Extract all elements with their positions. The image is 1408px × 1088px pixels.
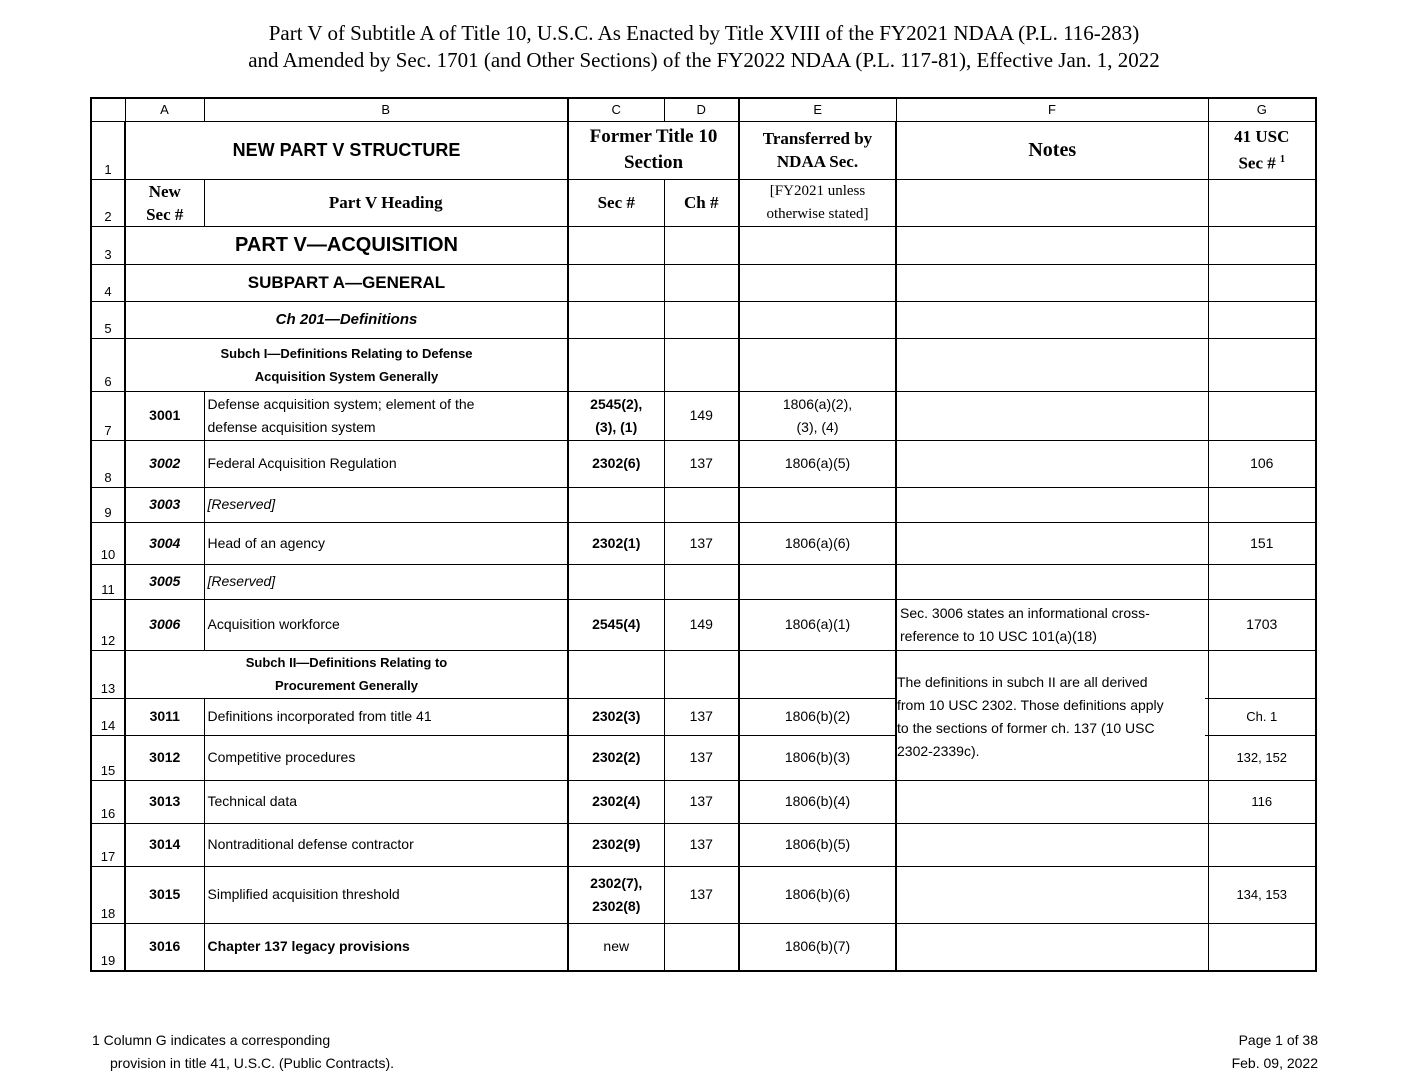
former-section: 2302(4) — [568, 780, 664, 823]
row-number: 3 — [91, 226, 125, 264]
part-v-heading-label: Part V Heading — [204, 179, 568, 226]
column-letter-f: F — [896, 98, 1208, 121]
empty-cell — [1208, 179, 1316, 226]
sec-number-heading: Sec # — [568, 179, 664, 226]
row-number: 19 — [91, 923, 125, 971]
empty-cell — [1208, 264, 1316, 301]
column-letter-d: D — [664, 98, 739, 121]
ch-number-heading: Ch # — [664, 179, 739, 226]
section-heading: [Reserved] — [204, 564, 568, 599]
new-section-number: 3013 — [125, 780, 204, 823]
former-chapter — [664, 487, 739, 522]
footnote-line2: provision in title 41, U.S.C. (Public Contracts). — [110, 1055, 394, 1071]
empty-cell — [1208, 301, 1316, 338]
table-row — [91, 923, 1316, 971]
section-heading: Head of an agency — [204, 522, 568, 564]
table-row — [91, 564, 1316, 599]
document-title-line2: and Amended by Sec. 1701 (and Other Sections) of the FY2022 NDAA (P.L. 117-81), Effective Jan. 1, 2022 — [248, 48, 1160, 72]
table-row — [91, 866, 1316, 923]
notes-cell — [896, 780, 1208, 823]
notes-cell — [896, 440, 1208, 487]
empty-cell — [739, 301, 896, 338]
table-row — [91, 440, 1316, 487]
ndaa-section: 1806(b)(6) — [739, 866, 896, 923]
table-row — [91, 487, 1316, 522]
former-chapter: 137 — [664, 735, 739, 780]
usc-41-cell — [1208, 823, 1316, 866]
former-section: 2545(4) — [568, 599, 664, 650]
usc-41-cell: Ch. 1 — [1208, 698, 1316, 735]
empty-cell — [739, 650, 896, 698]
notes-cell — [896, 923, 1208, 971]
usc-41-cell: 134, 153 — [1208, 866, 1316, 923]
corner-cell — [91, 98, 125, 121]
table-row — [91, 391, 1316, 440]
row-number: 9 — [91, 487, 125, 522]
empty-cell — [664, 226, 739, 264]
section-heading: Competitive procedures — [204, 735, 568, 780]
ndaa-section: 1806(b)(2) — [739, 698, 896, 735]
column-letter-g: G — [1208, 98, 1316, 121]
subchapter-heading: Subch II—Definitions Relating to Procurement Generally — [125, 650, 568, 698]
row-number: 6 — [91, 338, 125, 391]
part-v-row — [91, 226, 1316, 264]
section-heading: Simplified acquisition threshold — [204, 866, 568, 923]
row-number: 16 — [91, 780, 125, 823]
usc-41-cell: 116 — [1208, 780, 1316, 823]
section-heading: Chapter 137 legacy provisions — [204, 923, 568, 971]
subpart-heading: SUBPART A—GENERAL — [125, 264, 568, 301]
subchapter-i-row — [91, 338, 1316, 391]
header-row-1 — [91, 121, 1316, 179]
former-section: 2302(3) — [568, 698, 664, 735]
page-number: Page 1 of 38 — [1238, 1032, 1318, 1048]
empty-cell — [896, 179, 1208, 226]
new-part-v-structure-heading: NEW PART V STRUCTURE — [125, 121, 568, 179]
row-number: 5 — [91, 301, 125, 338]
new-section-number: 3012 — [125, 735, 204, 780]
empty-cell — [896, 226, 1208, 264]
row-number: 11 — [91, 564, 125, 599]
row-number: 13 — [91, 650, 125, 698]
subpart-a-row — [91, 264, 1316, 301]
new-section-number: 3001 — [125, 391, 204, 440]
table-row — [91, 522, 1316, 564]
table-row — [91, 599, 1316, 650]
ndaa-section: 1806(b)(7) — [739, 923, 896, 971]
section-heading: Defense acquisition system; element of the defense acquisition system — [204, 391, 568, 440]
empty-cell — [664, 338, 739, 391]
chapter-201-row — [91, 301, 1316, 338]
row-number: 7 — [91, 391, 125, 440]
former-section: 2545(2), (3), (1) — [568, 391, 664, 440]
former-section — [568, 487, 664, 522]
empty-cell — [739, 226, 896, 264]
former-chapter: 137 — [664, 440, 739, 487]
empty-cell — [739, 264, 896, 301]
former-section: 2302(9) — [568, 823, 664, 866]
empty-cell — [896, 338, 1208, 391]
header-row-2 — [91, 179, 1316, 226]
former-chapter — [664, 564, 739, 599]
usc-41-cell — [1208, 487, 1316, 522]
new-section-number: 3015 — [125, 866, 204, 923]
new-section-number: 3011 — [125, 698, 204, 735]
column-letter-c: C — [568, 98, 664, 121]
section-heading: Definitions incorporated from title 41 — [204, 698, 568, 735]
usc-41-cell: 132, 152 — [1208, 735, 1316, 780]
empty-cell — [1208, 338, 1316, 391]
notes-cell — [896, 564, 1208, 599]
former-chapter: 137 — [664, 522, 739, 564]
empty-cell — [568, 226, 664, 264]
table-row — [91, 823, 1316, 866]
section-heading: Federal Acquisition Regulation — [204, 440, 568, 487]
notes-heading: Notes — [896, 121, 1208, 179]
part-v-structure-table — [90, 97, 1317, 972]
column-letter-row — [91, 98, 1316, 121]
empty-cell — [568, 264, 664, 301]
former-section: 2302(1) — [568, 522, 664, 564]
empty-cell — [896, 264, 1208, 301]
former-section — [568, 564, 664, 599]
empty-cell — [896, 301, 1208, 338]
row-number: 4 — [91, 264, 125, 301]
subchapter-ii-notes: The definitions in subch II are all derived from 10 USC 2302. Those definitions apply to the sections of former ch. 137 (10 USC 2302-2339c). — [897, 670, 1205, 763]
former-chapter: 137 — [664, 823, 739, 866]
section-heading: Nontraditional defense contractor — [204, 823, 568, 866]
ndaa-section: 1806(a)(1) — [739, 599, 896, 650]
usc-41-cell — [1208, 391, 1316, 440]
row-number: 15 — [91, 735, 125, 780]
41-usc-heading: 41 USC Sec # $^1$ — [1208, 121, 1316, 179]
ndaa-section: 1806(a)(6) — [739, 522, 896, 564]
empty-cell — [664, 264, 739, 301]
table-row — [91, 780, 1316, 823]
ndaa-section: 1806(a)(5) — [739, 440, 896, 487]
row-number: 14 — [91, 698, 125, 735]
new-section-number: 3014 — [125, 823, 204, 866]
notes-cell: Sec. 3006 states an informational cross- reference to 10 USC 101(a)(18) — [896, 599, 1208, 650]
fy2021-note-heading: [FY2021 unless otherwise stated] — [739, 179, 896, 226]
empty-cell — [739, 338, 896, 391]
former-section: 2302(6) — [568, 440, 664, 487]
ndaa-section — [739, 487, 896, 522]
row-number: 1 — [91, 121, 125, 179]
column-letter-e: E — [739, 98, 896, 121]
row-number: 2 — [91, 179, 125, 226]
ndaa-section: 1806(b)(4) — [739, 780, 896, 823]
former-chapter: 137 — [664, 780, 739, 823]
empty-cell — [1208, 650, 1316, 698]
new-section-number: 3004 — [125, 522, 204, 564]
row-number: 10 — [91, 522, 125, 564]
notes-cell — [896, 487, 1208, 522]
notes-cell — [896, 866, 1208, 923]
column-letter-a: A — [125, 98, 204, 121]
section-heading: [Reserved] — [204, 487, 568, 522]
row-number: 18 — [91, 866, 125, 923]
empty-cell — [568, 301, 664, 338]
ndaa-section: 1806(b)(5) — [739, 823, 896, 866]
former-chapter: 149 — [664, 391, 739, 440]
usc-41-cell — [1208, 564, 1316, 599]
empty-cell — [568, 338, 664, 391]
document-title-line1: Part V of Subtitle A of Title 10, U.S.C. As Enacted by Title XVIII of the FY2021 NDAA (P.L. 116-283) — [268, 21, 1140, 45]
former-chapter: 137 — [664, 866, 739, 923]
section-heading: Technical data — [204, 780, 568, 823]
subchapter-heading: Subch I—Definitions Relating to Defense Acquisition System Generally — [125, 338, 568, 391]
ndaa-section: 1806(b)(3) — [739, 735, 896, 780]
row-number: 12 — [91, 599, 125, 650]
former-section: 2302(2) — [568, 735, 664, 780]
new-section-number: 3006 — [125, 599, 204, 650]
part-heading: PART V—ACQUISITION — [125, 226, 568, 264]
new-section-number: 3003 — [125, 487, 204, 522]
new-sec-heading: New Sec # — [125, 179, 204, 226]
chapter-heading: Ch 201—Definitions — [125, 301, 568, 338]
former-chapter: 137 — [664, 698, 739, 735]
section-heading: Acquisition workforce — [204, 599, 568, 650]
notes-cell — [896, 391, 1208, 440]
new-section-number: 3016 — [125, 923, 204, 971]
usc-41-cell: 1703 — [1208, 599, 1316, 650]
new-section-number: 3005 — [125, 564, 204, 599]
notes-cell — [896, 522, 1208, 564]
usc-41-cell: 151 — [1208, 522, 1316, 564]
row-number: 8 — [91, 440, 125, 487]
ndaa-section — [739, 564, 896, 599]
former-chapter — [664, 923, 739, 971]
document-date: Feb. 09, 2022 — [1231, 1055, 1318, 1071]
new-section-number: 3002 — [125, 440, 204, 487]
ndaa-section: 1806(a)(2), (3), (4) — [739, 391, 896, 440]
usc-41-cell: 106 — [1208, 440, 1316, 487]
footnote-line1: 1 Column G indicates a corresponding — [92, 1032, 331, 1048]
empty-cell — [1208, 226, 1316, 264]
usc-41-cell — [1208, 923, 1316, 971]
former-title-10-section-heading: Former Title 10 Section — [568, 121, 739, 179]
former-section: 2302(7), 2302(8) — [568, 866, 664, 923]
notes-cell — [896, 823, 1208, 866]
empty-cell — [568, 650, 664, 698]
empty-cell — [664, 301, 739, 338]
column-letter-b: B — [204, 98, 568, 121]
row-number: 17 — [91, 823, 125, 866]
former-section: new — [568, 923, 664, 971]
empty-cell — [664, 650, 739, 698]
transferred-by-heading: Transferred by NDAA Sec. — [739, 121, 896, 179]
former-chapter: 149 — [664, 599, 739, 650]
